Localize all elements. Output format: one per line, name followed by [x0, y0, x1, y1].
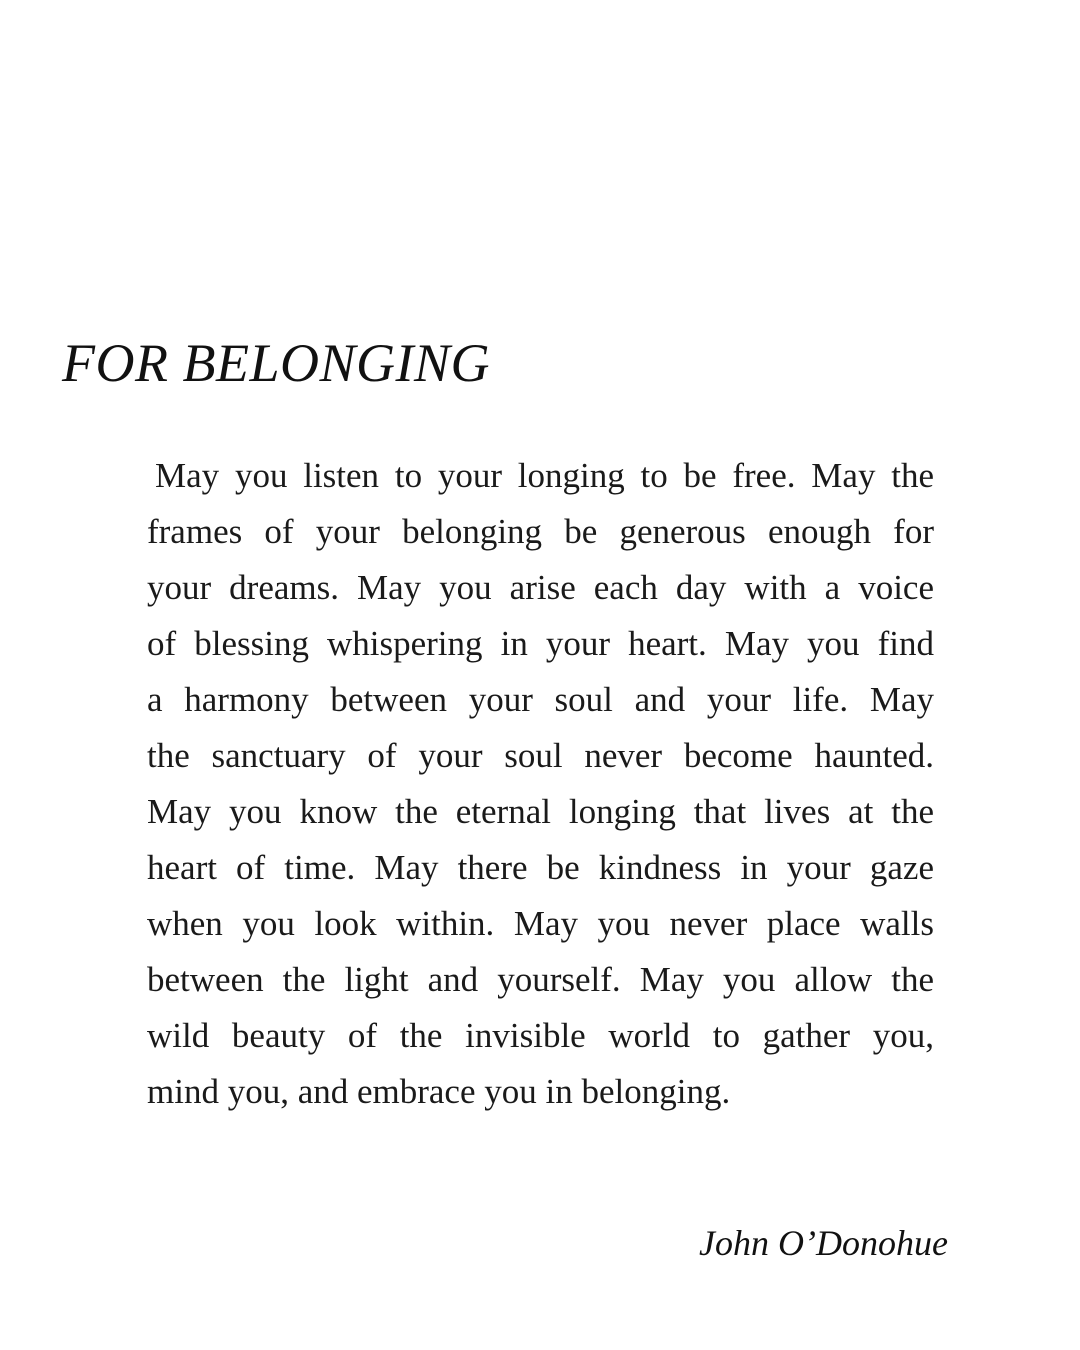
poem-title: FOR BELONGING — [62, 333, 490, 393]
poem-line: your dreams. May you arise each day with a voice — [147, 568, 934, 607]
author-attribution: John O’Donohue — [699, 1223, 948, 1263]
poem-line: when you look within. May you never place walls — [147, 904, 934, 943]
poem-line: heart of time. May there be kindness in your gaze — [147, 848, 934, 887]
poem-line: mind you, and embrace you in belonging. — [147, 1072, 731, 1111]
poem-line: of blessing whispering in your heart. May you find — [147, 624, 934, 663]
poem-line: between the light and yourself. May you allow the — [147, 960, 934, 999]
poem-line: a harmony between your soul and your life. May — [147, 680, 934, 719]
poem-body — [147, 448, 934, 1120]
poem-line: wild beauty of the invisible world to gather you, — [147, 1016, 934, 1055]
poem-line: frames of your belonging be generous enough for — [147, 512, 934, 551]
poem-line: May you listen to your longing to be free. May the — [155, 456, 934, 495]
poem-line: May you know the eternal longing that lives at the — [147, 792, 934, 831]
poem-line: the sanctuary of your soul never become haunted. — [147, 736, 934, 775]
